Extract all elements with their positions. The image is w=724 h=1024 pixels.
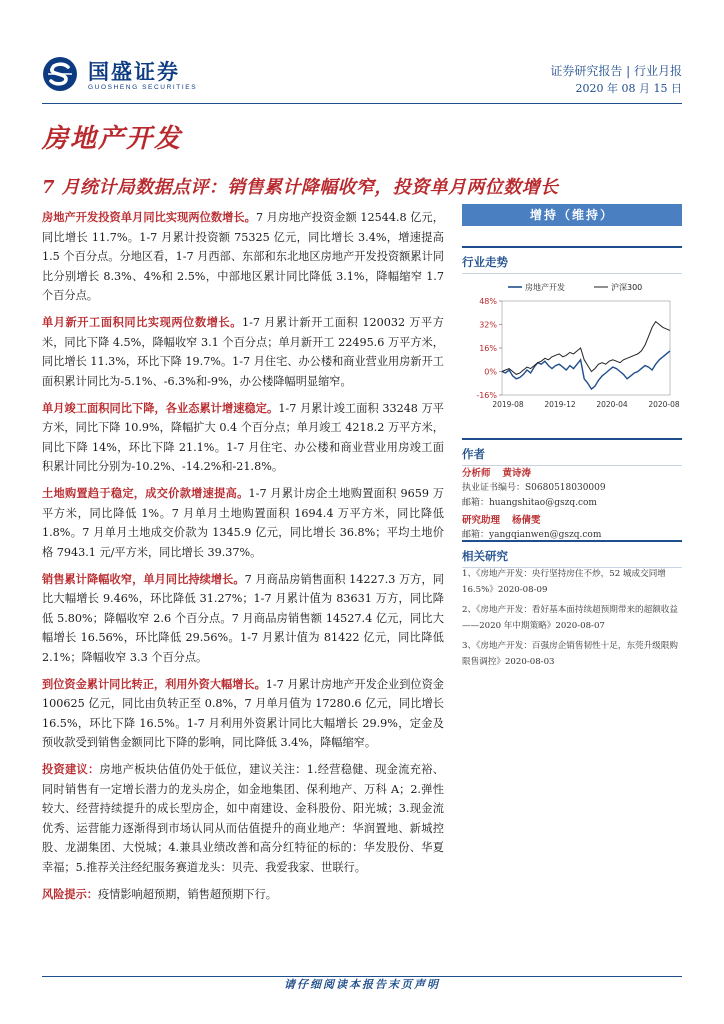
- paragraph-text: 1-7 月累计房地产开发企业到位资金 100625 亿元，同比由负转正至 0.8%，7 月单月值为 17280.6 亿元，同比增长 16.5%，环比下降 16.5%。1-7 月利用外资累计同比大幅增长 29.9%，定金及预收款受到销售金额同比下降的影响，同比降低 3.4%，降幅缩窄。: [42, 677, 444, 749]
- paragraph-completions: [42, 399, 444, 477]
- legend-label: 房地产开发: [525, 283, 565, 292]
- risk-text: 疫情影响超预期，销售超预期下行。: [97, 888, 277, 901]
- authors-section-title: 作者: [462, 438, 682, 466]
- legend-label: 沪深300: [611, 283, 643, 292]
- paragraph-land: [42, 484, 444, 562]
- paragraph-text: 房地产板块估值仍处于低位，建议关注：1.经营稳健、现金流充裕、同时销售有一定增长潜力的龙头房企，如金地集团、保利地产、万科 A；2.弹性较大、经营持续提升的成长型房企，如中南建设、金科股份、阳光城；3.现金流优秀、运营能力逐渐得到市场认同从而估值提升的商业地产：华润置地、新城控股、龙湖集团、大悦城；4.兼具业绩改善和高分红特征的标的：华发股份、华夏幸福；5.推荐关注经纪服务赛道龙头：贝壳、我爱我家、世联行。: [42, 763, 444, 874]
- y-tick-label: 32%: [479, 320, 497, 330]
- paragraph-lead: 单月竣工面积同比下降，各业态累计增速稳定。: [42, 400, 279, 415]
- related-section-title: 相关研究: [462, 540, 682, 568]
- report-date: 2020 年 08 月 15 日: [575, 82, 682, 95]
- paragraph-new-starts: [42, 313, 444, 391]
- sector-title: 房地产开发: [42, 124, 183, 154]
- authors-block: [462, 464, 682, 543]
- related-item[interactable]: 3、《房地产开发：百强房企销售韧性十足，东莞升级限购限售调控》2020-08-03: [462, 641, 679, 667]
- brand-name-en: GUOSHENG SECURITIES: [88, 84, 198, 91]
- assistant-role: 研究助理: [462, 515, 501, 526]
- paragraph-lead: 土地购置趋于稳定，成交价款增速提高。: [42, 486, 249, 500]
- header-divider: [42, 103, 682, 104]
- analyst-role: 分析师: [462, 468, 491, 479]
- paragraph-text: 1-7 月累计新开工面积 120032 万平方米，同比下降 4.5%，降幅收窄 3.1 个百分点；单月新开工 22495.6 万平方米，同比增长 11.3%，环比下降 19.7%。1-7 月住宅、办公楼和商业营业用房新开工面积累计同比为-5.1%、-6.3%和-9%，办公楼降幅明显缩窄。: [42, 316, 444, 388]
- paragraph-text: 7 月房地产投资金额 12544.8 亿元，同比增长 11.7%。1-7 月累计投资额 75325 亿元，同比增长 3.4%，增速提高 1.5 个百分点。分地区看，1-7 月西部、东部和东北地区房地产开发投资额累计同比分别增长 8.3%、4%和 2.5%，中部地区累计同比降低 3.1%，降幅缩窄 1.7 个百分点。: [42, 211, 444, 302]
- x-tick-label: 2020-04: [596, 400, 628, 409]
- assistant-row: [462, 513, 682, 528]
- analyst-row: [462, 466, 682, 481]
- analyst-cert: 执业证书编号：S0680518030009: [462, 483, 606, 493]
- trend-section-title: 行业走势: [462, 246, 682, 274]
- x-tick-label: 2019-08: [492, 400, 524, 409]
- risk-lead: 风险提示：: [42, 887, 98, 901]
- brand-name: 国盛证券: [88, 60, 180, 84]
- related-item[interactable]: 1、《房地产开发：央行坚持房住不炒，52 城成交同增 16.5%》2020-08-09: [462, 569, 666, 595]
- paragraph-lead: 房地产开发投资单月同比实现两位数增长。: [42, 210, 256, 224]
- paragraph-recommendation: [42, 760, 444, 877]
- paragraph-text: 1-7 月累计房企土地购置面积 9659 万平方米，同比降低 1%。7 月单月土地购置面积 1694.4 万平方米，同比降低 1.8%。7 月单月土地成交价款为 1345.9 亿元，同比增长 36.8%；平均土地价格 7943.1 元/平方米，同比增长 39.37%。: [42, 487, 444, 559]
- paragraph-sales: [42, 570, 444, 668]
- series-line-real-estate: [502, 351, 670, 389]
- analyst-email[interactable]: 邮箱：huangshitao@gszq.com: [462, 498, 597, 508]
- paragraph-lead: 单月新开工面积同比实现两位数增长。: [42, 315, 243, 329]
- x-tick-label: 2020-08: [648, 400, 680, 409]
- paragraph-investment: [42, 208, 444, 306]
- paragraph-lead: 投资建议：: [42, 762, 100, 776]
- x-tick-label: 2019-12: [544, 400, 576, 409]
- y-tick-label: -16%: [476, 391, 497, 400]
- industry-trend-chart: [462, 275, 682, 425]
- rating-badge: 增持（维持）: [462, 204, 682, 226]
- report-body: [42, 208, 444, 912]
- report-headline: 7 月统计局数据点评：销售累计降幅收窄，投资单月两位数增长: [42, 177, 559, 198]
- related-research-list: [462, 566, 682, 674]
- doc-type: 证券研究报告 | 行业月报: [550, 64, 682, 78]
- paragraph-lead: 销售累计降幅收窄，单月同比持续增长。: [42, 571, 245, 586]
- paragraph-lead: 到位资金累计同比转正，利用外资大幅增长。: [42, 676, 266, 691]
- paragraph-text: 1-7 月累计竣工面积 33248 万平方米，同比下降 10.9%，降幅扩大 0.4 个百分点；单月竣工 4218.2 万平方米，同比下降 14%，环比下降 21.1%。1-7 月住宅、办公楼和商业营业用房竣工面积累计同比分别为-10.2%、-14.2%和-21.8%。: [42, 401, 444, 473]
- paragraph-text: 7 月商品房销售面积 14227.3 万方，同比大幅增长 9.46%，环比降低 31.27%；1-7 月累计值为 83631 万方，同比降低 5.80%；降幅收窄 2.6 个百分点。7 月商品房销售额 14527.4 亿元，同比大幅增长 16.56%，环比降低 29.56%。1-7 月累计值为 81422 亿元，同比降低 2.1%；降幅收窄 3.3 个百分点。: [42, 572, 444, 664]
- y-tick-label: 16%: [479, 344, 497, 353]
- footer-disclaimer: 请仔细阅读本报告末页声明: [284, 978, 440, 991]
- brand-logo: [42, 52, 242, 98]
- y-tick-label: 48%: [479, 297, 497, 306]
- guosheng-logo-icon: [42, 56, 78, 92]
- paragraph-risk: [42, 885, 444, 905]
- paragraph-funding: [42, 675, 444, 753]
- assistant-email[interactable]: 邮箱：yangqianwen@gszq.com: [462, 530, 602, 540]
- analyst-name: 黄诗涛: [502, 468, 532, 479]
- related-item[interactable]: 2、《房地产开发：看好基本面持续超预期带来的超额收益——2020 年中期策略》2020-08-07: [462, 605, 679, 631]
- assistant-name: 杨倩雯: [512, 515, 541, 526]
- y-tick-label: 0%: [484, 367, 497, 377]
